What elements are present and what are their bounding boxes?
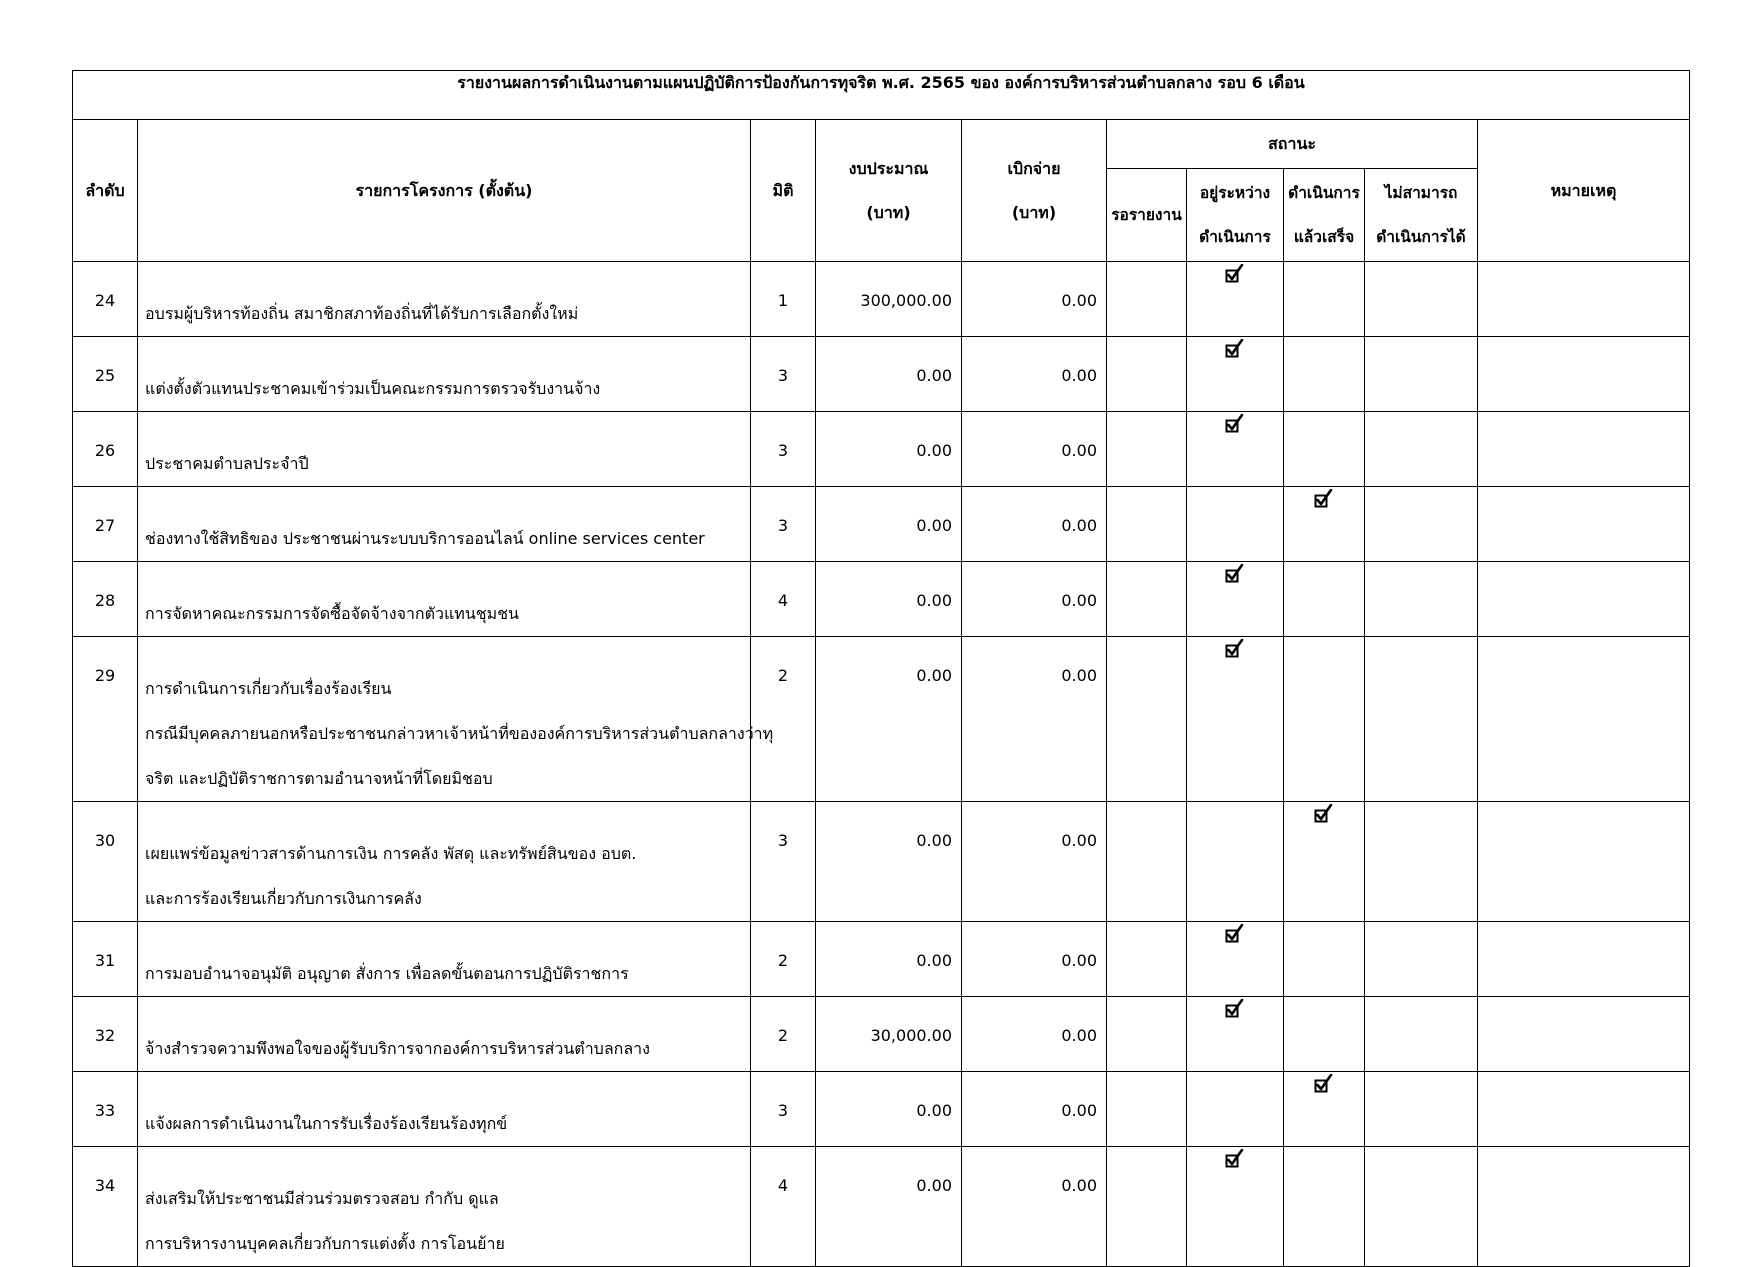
status-pending-cell bbox=[1107, 262, 1187, 337]
dimension-value: 2 bbox=[777, 666, 789, 685]
project-name-line: กรณีมีบุคคลภายนอกหรือประชาชนกล่าวหาเจ้าหน้าที่ขององค์การบริหารส่วนตำบลกลางว่าทุ bbox=[145, 724, 774, 743]
dimension bbox=[751, 412, 816, 487]
status-unable-cell bbox=[1365, 1147, 1478, 1267]
budget bbox=[816, 1147, 962, 1267]
status-in-progress-cell bbox=[1187, 802, 1284, 922]
table-row bbox=[73, 337, 1690, 412]
table-row bbox=[73, 997, 1690, 1072]
remark-value bbox=[1478, 997, 1689, 1014]
status-unable-cell bbox=[1365, 487, 1478, 562]
remark-value bbox=[1478, 562, 1689, 579]
remark-value bbox=[1478, 922, 1689, 939]
status-in-progress-cell bbox=[1187, 1072, 1284, 1147]
row-number-value: 32 bbox=[94, 1026, 116, 1045]
status-in-progress-cell bbox=[1187, 412, 1284, 487]
status-done-cell bbox=[1284, 262, 1365, 337]
disbursed-value: 0.00 bbox=[1061, 1026, 1097, 1045]
header-dimension: มิติ bbox=[751, 120, 816, 262]
disbursed-value: 0.00 bbox=[1061, 441, 1097, 460]
header-disbursed bbox=[962, 120, 1107, 262]
budget bbox=[816, 262, 962, 337]
status-in-progress-cell bbox=[1187, 1147, 1284, 1267]
row-number bbox=[73, 997, 138, 1072]
status-unable-cell bbox=[1365, 562, 1478, 637]
disbursed-value: 0.00 bbox=[1061, 291, 1097, 310]
status-pending-cell bbox=[1107, 802, 1187, 922]
row-number-value: 24 bbox=[94, 291, 116, 310]
status-done-cell bbox=[1284, 997, 1365, 1072]
status-pending-cell bbox=[1107, 562, 1187, 637]
checkbox-checked-icon bbox=[1314, 489, 1334, 509]
budget-value: 0.00 bbox=[916, 831, 952, 850]
dimension-value: 3 bbox=[777, 831, 789, 850]
project-name-line: และการร้องเรียนเกี่ยวกับการเงินการคลัง bbox=[145, 889, 422, 908]
remark bbox=[1478, 1072, 1690, 1147]
table-row bbox=[73, 1072, 1690, 1147]
row-number bbox=[73, 1072, 138, 1147]
status-in-progress-cell bbox=[1187, 562, 1284, 637]
row-number bbox=[73, 562, 138, 637]
project-name-line: อบรมผู้บริหารท้องถิ่น สมาชิกสภาท้องถิ่นที่ได้รับการเลือกตั้งใหม่ bbox=[145, 304, 579, 323]
project-name bbox=[138, 412, 751, 487]
status-pending-cell bbox=[1107, 922, 1187, 997]
remark bbox=[1478, 412, 1690, 487]
table-row bbox=[73, 637, 1690, 802]
dimension bbox=[751, 337, 816, 412]
dimension-value: 4 bbox=[777, 1176, 789, 1195]
dimension-value: 4 bbox=[777, 591, 789, 610]
table-row bbox=[73, 562, 1690, 637]
disbursed-value: 0.00 bbox=[1061, 1101, 1097, 1120]
header-unable-line2: ดำเนินการได้ bbox=[1376, 228, 1466, 246]
project-name-line: การดำเนินการเกี่ยวกับเรื่องร้องเรียน bbox=[145, 679, 392, 698]
table-row bbox=[73, 262, 1690, 337]
project-name-line: ช่องทางใช้สิทธิของ ประชาชนผ่านระบบบริการออนไลน์ online services center bbox=[145, 529, 705, 548]
project-name-line: การบริหารงานบุคคลเกี่ยวกับการแต่งตั้ง การโอนย้าย bbox=[145, 1234, 505, 1253]
budget bbox=[816, 997, 962, 1072]
status-unable-cell bbox=[1365, 922, 1478, 997]
dimension bbox=[751, 802, 816, 922]
row-number-value: 29 bbox=[94, 666, 116, 685]
checkbox-checked-icon bbox=[1314, 1074, 1334, 1094]
status-pending-cell bbox=[1107, 337, 1187, 412]
checkbox-checked-icon bbox=[1225, 564, 1245, 584]
project-name bbox=[138, 337, 751, 412]
header-status-done bbox=[1284, 169, 1365, 262]
row-number bbox=[73, 1147, 138, 1267]
remark bbox=[1478, 337, 1690, 412]
status-pending-cell bbox=[1107, 637, 1187, 802]
remark bbox=[1478, 637, 1690, 802]
budget-value: 300,000.00 bbox=[860, 291, 952, 310]
header-disbursed-line1: เบิกจ่าย bbox=[1007, 158, 1061, 178]
project-name bbox=[138, 637, 774, 802]
project-name-line: เผยแพร่ข้อมูลข่าวสารด้านการเงิน การคลัง พัสดุ และทรัพย์สินของ อบต. bbox=[145, 844, 637, 863]
row-number bbox=[73, 337, 138, 412]
dimension-value: 3 bbox=[777, 1101, 789, 1120]
dimension-value: 3 bbox=[777, 516, 789, 535]
checkbox-checked-icon bbox=[1225, 339, 1245, 359]
status-done-cell bbox=[1284, 922, 1365, 997]
budget bbox=[816, 562, 962, 637]
dimension bbox=[751, 922, 816, 997]
checkbox-checked-icon bbox=[1225, 999, 1245, 1019]
table-row bbox=[73, 487, 1690, 562]
status-in-progress-cell bbox=[1187, 262, 1284, 337]
row-number bbox=[73, 802, 138, 922]
report-title: รายงานผลการดำเนินงานตามแผนปฏิบัติการป้องกันการทุจริต พ.ศ. 2565 ของ องค์การบริหารส่วนตำบลกลาง รอบ 6 เดือน bbox=[73, 71, 1690, 120]
row-number-value: 27 bbox=[94, 516, 116, 535]
disbursed bbox=[962, 412, 1107, 487]
remark-value bbox=[1478, 262, 1689, 279]
budget-value: 0.00 bbox=[916, 666, 952, 685]
dimension bbox=[751, 562, 816, 637]
remark bbox=[1478, 997, 1690, 1072]
dimension-value: 1 bbox=[777, 291, 789, 310]
header-status-pending: รอรายงาน bbox=[1107, 169, 1187, 262]
project-name-line: แต่งตั้งตัวแทนประชาคมเข้าร่วมเป็นคณะกรรมการตรวจรับงานจ้าง bbox=[145, 379, 601, 398]
row-number-value: 26 bbox=[94, 441, 116, 460]
dimension bbox=[751, 1147, 816, 1267]
disbursed-value: 0.00 bbox=[1061, 1176, 1097, 1195]
status-done-cell bbox=[1284, 562, 1365, 637]
row-number bbox=[73, 637, 138, 802]
budget bbox=[816, 337, 962, 412]
status-unable-cell bbox=[1365, 637, 1478, 802]
remark-value bbox=[1478, 412, 1689, 429]
project-name-line: จริต และปฏิบัติราชการตามอำนาจหน้าที่โดยมิชอบ bbox=[145, 769, 493, 788]
status-in-progress-cell bbox=[1187, 997, 1284, 1072]
row-number-value: 34 bbox=[94, 1176, 116, 1195]
checkbox-checked-icon bbox=[1225, 414, 1245, 434]
header-status: สถานะ bbox=[1107, 120, 1478, 169]
project-name bbox=[138, 1072, 751, 1147]
header-unable-line1: ไม่สามารถ bbox=[1384, 184, 1458, 202]
row-number-value: 28 bbox=[94, 591, 116, 610]
budget-value: 0.00 bbox=[916, 516, 952, 535]
checkbox-checked-icon bbox=[1314, 804, 1334, 824]
remark-value bbox=[1478, 802, 1689, 819]
status-done-cell bbox=[1284, 412, 1365, 487]
remark-value bbox=[1478, 1147, 1689, 1164]
row-number-value: 33 bbox=[94, 1101, 116, 1120]
disbursed-value: 0.00 bbox=[1061, 516, 1097, 535]
header-status-in-progress bbox=[1187, 169, 1284, 262]
status-in-progress-cell bbox=[1187, 337, 1284, 412]
status-in-progress-cell bbox=[1187, 637, 1284, 802]
row-number bbox=[73, 922, 138, 997]
budget bbox=[816, 637, 962, 802]
budget-value: 0.00 bbox=[916, 1176, 952, 1195]
table-row bbox=[73, 412, 1690, 487]
project-name-line: แจ้งผลการดำเนินงานในการรับเรื่องร้องเรียนร้องทุกข์ bbox=[145, 1114, 508, 1133]
status-unable-cell bbox=[1365, 412, 1478, 487]
status-pending-cell bbox=[1107, 997, 1187, 1072]
status-unable-cell bbox=[1365, 262, 1478, 337]
dimension bbox=[751, 1072, 816, 1147]
remark-value bbox=[1478, 637, 1689, 654]
header-disbursed-line2: (บาท) bbox=[1011, 202, 1057, 222]
header-done-line1: ดำเนินการ bbox=[1288, 184, 1360, 202]
disbursed bbox=[962, 337, 1107, 412]
header-budget-line2: (บาท) bbox=[866, 202, 911, 222]
row-number bbox=[73, 262, 138, 337]
project-name-line: ส่งเสริมให้ประชาชนมีส่วนร่วมตรวจสอบ กำกับ ดูแล bbox=[145, 1189, 499, 1208]
project-name bbox=[138, 997, 751, 1072]
row-number-value: 30 bbox=[94, 831, 116, 850]
remark bbox=[1478, 562, 1690, 637]
status-done-cell bbox=[1284, 637, 1365, 802]
table-row bbox=[73, 922, 1690, 997]
disbursed bbox=[962, 922, 1107, 997]
project-name-line: ประชาคมตำบลประจำปี bbox=[145, 454, 309, 473]
header-in-progress-line1: อยู่ระหว่าง bbox=[1199, 184, 1271, 202]
table-row bbox=[73, 802, 1690, 922]
dimension bbox=[751, 487, 816, 562]
dimension-value: 3 bbox=[777, 366, 789, 385]
disbursed bbox=[962, 1147, 1107, 1267]
header-in-progress-line2: ดำเนินการ bbox=[1199, 228, 1271, 246]
dimension bbox=[751, 637, 816, 802]
budget bbox=[816, 1072, 962, 1147]
disbursed-value: 0.00 bbox=[1061, 366, 1097, 385]
disbursed-value: 0.00 bbox=[1061, 831, 1097, 850]
budget bbox=[816, 412, 962, 487]
status-pending-cell bbox=[1107, 1147, 1187, 1267]
dimension-value: 2 bbox=[777, 1026, 789, 1045]
disbursed-value: 0.00 bbox=[1061, 666, 1097, 685]
project-name bbox=[138, 262, 751, 337]
budget-value: 30,000.00 bbox=[870, 1026, 952, 1045]
header-project: รายการโครงการ (ตั้งต้น) bbox=[138, 120, 751, 262]
status-pending-cell bbox=[1107, 1072, 1187, 1147]
disbursed bbox=[962, 997, 1107, 1072]
budget-value: 0.00 bbox=[916, 441, 952, 460]
header-status-unable bbox=[1365, 169, 1478, 262]
header-budget-line1: งบประมาณ bbox=[848, 158, 929, 178]
remark-value bbox=[1478, 487, 1689, 504]
dimension bbox=[751, 262, 816, 337]
remark bbox=[1478, 922, 1690, 997]
disbursed bbox=[962, 262, 1107, 337]
checkbox-checked-icon bbox=[1225, 1149, 1245, 1169]
header-done-line2: แล้วเสร็จ bbox=[1293, 228, 1355, 246]
remark bbox=[1478, 802, 1690, 922]
project-name-line: การจัดหาคณะกรรมการจัดซื้อจัดจ้างจากตัวแทนชุมชน bbox=[145, 604, 519, 623]
row-number-value: 25 bbox=[94, 366, 116, 385]
remark bbox=[1478, 1147, 1690, 1267]
budget bbox=[816, 922, 962, 997]
report-body bbox=[73, 262, 1690, 1267]
disbursed bbox=[962, 1072, 1107, 1147]
budget-value: 0.00 bbox=[916, 951, 952, 970]
header-remark: หมายเหตุ bbox=[1478, 120, 1690, 262]
row-number-value: 31 bbox=[94, 951, 116, 970]
checkbox-checked-icon bbox=[1225, 264, 1245, 284]
project-name bbox=[138, 922, 751, 997]
project-name-line: การมอบอำนาจอนุมัติ อนุญาต สั่งการ เพื่อลดขั้นตอนการปฏิบัติราชการ bbox=[145, 964, 629, 983]
dimension-value: 3 bbox=[777, 441, 789, 460]
header-budget bbox=[816, 120, 962, 262]
status-unable-cell bbox=[1365, 1072, 1478, 1147]
status-done-cell bbox=[1284, 802, 1365, 922]
row-number bbox=[73, 412, 138, 487]
status-done-cell bbox=[1284, 487, 1365, 562]
remark bbox=[1478, 487, 1690, 562]
budget-value: 0.00 bbox=[916, 366, 952, 385]
checkbox-checked-icon bbox=[1225, 639, 1245, 659]
header-order: ลำดับ bbox=[73, 120, 138, 262]
checkbox-checked-icon bbox=[1225, 924, 1245, 944]
budget-value: 0.00 bbox=[916, 1101, 952, 1120]
status-unable-cell bbox=[1365, 997, 1478, 1072]
budget-value: 0.00 bbox=[916, 591, 952, 610]
status-unable-cell bbox=[1365, 337, 1478, 412]
status-in-progress-cell bbox=[1187, 487, 1284, 562]
status-done-cell bbox=[1284, 1147, 1365, 1267]
status-done-cell bbox=[1284, 337, 1365, 412]
project-name bbox=[138, 562, 751, 637]
disbursed-value: 0.00 bbox=[1061, 951, 1097, 970]
remark bbox=[1478, 262, 1690, 337]
disbursed bbox=[962, 802, 1107, 922]
report-table bbox=[72, 70, 1690, 1267]
remark-value bbox=[1478, 1072, 1689, 1089]
status-pending-cell bbox=[1107, 412, 1187, 487]
disbursed-value: 0.00 bbox=[1061, 591, 1097, 610]
remark-value bbox=[1478, 337, 1689, 354]
table-row bbox=[73, 1147, 1690, 1267]
status-pending-cell bbox=[1107, 487, 1187, 562]
project-name bbox=[138, 802, 751, 922]
status-done-cell bbox=[1284, 1072, 1365, 1147]
budget bbox=[816, 487, 962, 562]
status-unable-cell bbox=[1365, 802, 1478, 922]
project-name bbox=[138, 1147, 751, 1267]
disbursed bbox=[962, 487, 1107, 562]
disbursed bbox=[962, 562, 1107, 637]
disbursed bbox=[962, 637, 1107, 802]
row-number bbox=[73, 487, 138, 562]
dimension-value: 2 bbox=[777, 951, 789, 970]
dimension bbox=[751, 997, 816, 1072]
project-name bbox=[138, 487, 751, 562]
status-in-progress-cell bbox=[1187, 922, 1284, 997]
project-name-line: จ้างสำรวจความพึงพอใจของผู้รับบริการจากองค์การบริหารส่วนตำบลกลาง bbox=[145, 1039, 650, 1058]
budget bbox=[816, 802, 962, 922]
